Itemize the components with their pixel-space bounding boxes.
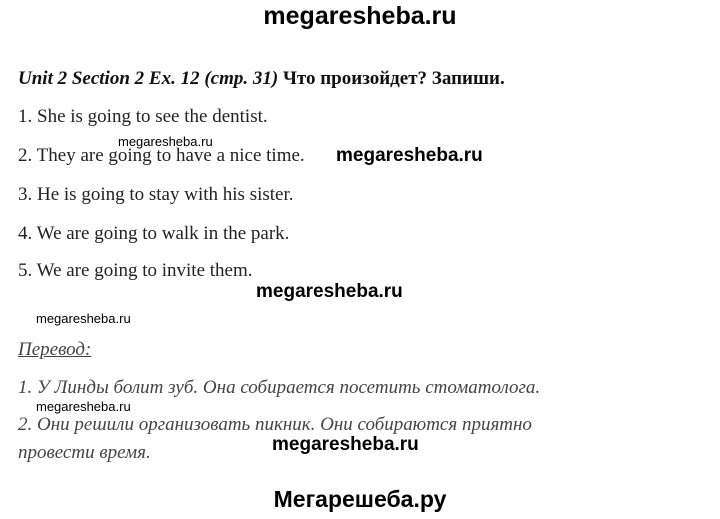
translation-label: Перевод: — [18, 339, 92, 360]
watermark-small-3: megaresheba.ru — [36, 399, 131, 414]
watermark-inline-1: megaresheba.ru — [336, 145, 483, 166]
exercise-reference: Unit 2 Section 2 Ex. 12 (стр. 31) — [18, 68, 279, 89]
watermark-top: megaresheba.ru — [263, 2, 457, 30]
answer-line-1: 1. She is going to see the dentist. — [18, 106, 268, 127]
watermark-small-2: megaresheba.ru — [36, 311, 131, 326]
watermark-bottom: Мегарешеба.ру — [273, 486, 447, 512]
translation-line-2: 2. Они решили организовать пикник. Они собираются приятно — [18, 414, 532, 435]
translation-line-1: 1. У Линды болит зуб. Она собирается посетить стоматолога. — [18, 377, 541, 398]
watermark-inline-2: megaresheba.ru — [256, 281, 403, 302]
watermark-small-1: megaresheba.ru — [118, 134, 213, 149]
exercise-heading — [18, 68, 505, 90]
answer-line-4: 4. We are going to walk in the park. — [18, 223, 290, 244]
translation-line-3: провести время. — [18, 442, 151, 463]
watermark-inline-3: megaresheba.ru — [272, 434, 419, 455]
answer-line-2: 2. They are going to have a nice time. — [18, 145, 305, 166]
exercise-task: Что произойдет? Запиши. — [282, 68, 505, 89]
answer-line-3: 3. He is going to stay with his sister. — [18, 184, 294, 205]
answer-line-5: 5. We are going to invite them. — [18, 260, 253, 281]
